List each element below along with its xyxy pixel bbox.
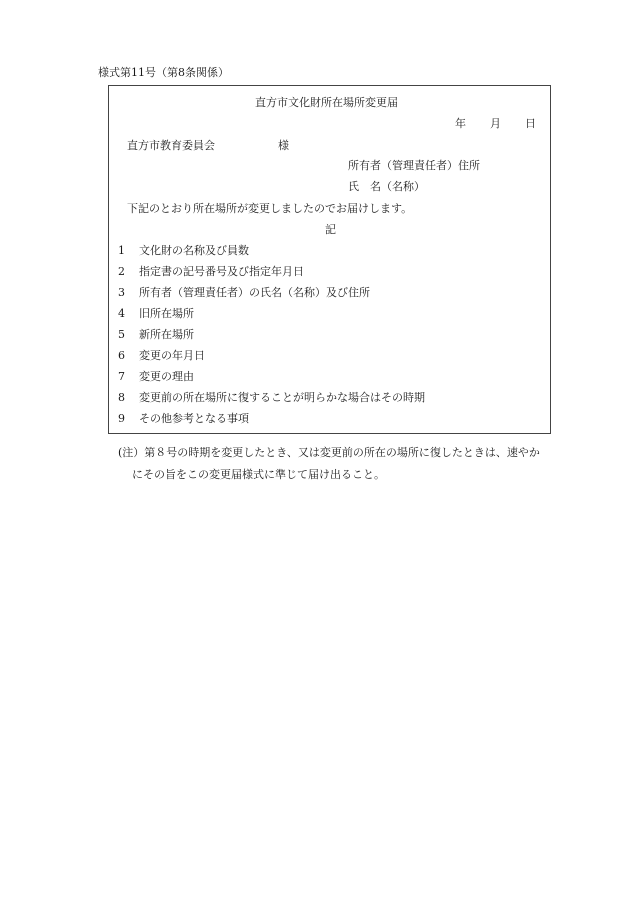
note-line-1: (注）第８号の時期を変更したとき、又は変更前の所在の場所に復したときは、速やか — [118, 446, 540, 459]
note-line-2: にその旨をこの変更届様式に準じて届け出ること。 — [132, 468, 385, 481]
item-text: 所有者（管理責任者）の氏名（名称）及び住所 — [139, 286, 370, 299]
item-number: 7 — [118, 370, 125, 383]
item-text: 変更の理由 — [139, 370, 194, 383]
owner-name-label: 氏 名（名称） — [348, 180, 425, 193]
date-month-label: 月 — [490, 117, 501, 130]
item-number: 5 — [118, 328, 125, 341]
date-year-label: 年 — [455, 117, 466, 130]
item-text: 文化財の名称及び員数 — [139, 244, 249, 257]
item-text: 新所在場所 — [139, 328, 194, 341]
addressee: 直方市教育委員会 — [127, 139, 215, 152]
ki-heading: 記 — [325, 223, 336, 236]
intro-sentence: 下記のとおり所在場所が変更しましたのでお届けします。 — [127, 202, 413, 215]
owner-address-label: 所有者（管理責任者）住所 — [348, 159, 480, 172]
item-number: 1 — [118, 244, 125, 257]
item-number: 6 — [118, 349, 125, 362]
item-text: 指定書の記号番号及び指定年月日 — [139, 265, 304, 278]
item-number: 3 — [118, 286, 125, 299]
item-text: 変更の年月日 — [139, 349, 205, 362]
document-title: 直方市文化財所在場所変更届 — [255, 96, 398, 109]
form-number-label: 様式第11号（第8条関係） — [98, 66, 229, 79]
item-number: 9 — [118, 412, 125, 425]
addressee-honorific: 様 — [278, 139, 289, 152]
item-text: その他参考となる事項 — [139, 412, 249, 425]
item-number: 8 — [118, 391, 125, 404]
item-text: 変更前の所在場所に復することが明らかな場合はその時期 — [139, 391, 425, 404]
item-number: 2 — [118, 265, 125, 278]
item-number: 4 — [118, 307, 125, 320]
date-day-label: 日 — [525, 117, 536, 130]
item-text: 旧所在場所 — [139, 307, 194, 320]
